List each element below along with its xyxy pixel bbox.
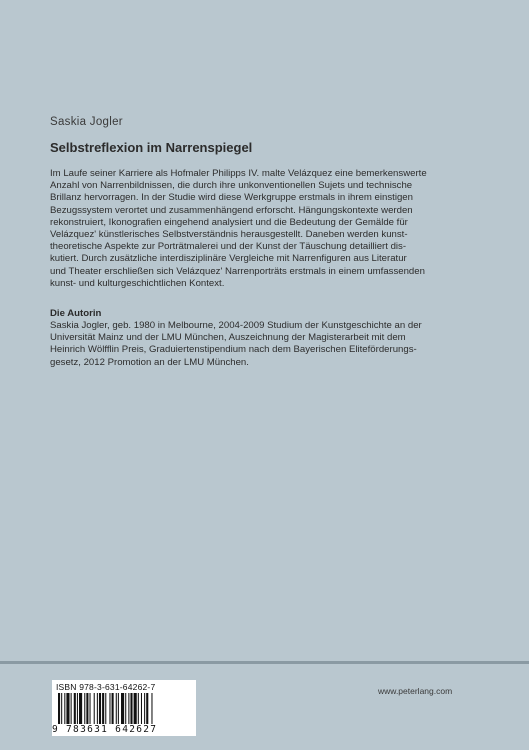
bio-line: Universität Mainz und der LMU München, Auszeichnung der Magisterarbeit mit dem: [50, 332, 406, 344]
blurb-line: Brillanz hervorragen. In der Studie wird diese Werkgruppe erstmals in ihrem einstigen: [50, 192, 413, 204]
bio-line: Saskia Jogler, geb. 1980 in Melbourne, 2004-2009 Studium der Kunstgeschichte an der: [50, 320, 422, 331]
publisher-website: www.peterlang.com: [378, 686, 453, 696]
blurb-text: [50, 168, 482, 290]
isbn-number: ISBN 978-3-631-64262-7: [56, 682, 156, 692]
blurb-line: kutiert. Durch zusätzliche interdisziplinäre Vergleiche mit Narrenfiguren aus Literatur: [50, 253, 407, 265]
author-bio-text: [50, 320, 482, 369]
author-name: Saskia Jogler: [50, 116, 123, 128]
blurb-line: Velázquez' künstlerisches Selbstverständnis herausgestellt. Daneben werden kunst-: [50, 229, 408, 241]
blurb-line: kunst- und kulturgeschichtlichen Kontext.: [50, 277, 225, 289]
barcode-digits: 9 783631 642627: [52, 724, 158, 735]
isbn-barcode-box: [52, 680, 196, 736]
bio-line: gesetz, 2012 Promotion an der LMU München.: [50, 356, 249, 368]
blurb-line: rekonstruiert, Ikonografien eingehend analysiert und die Bedeutung der Gemälde für: [50, 216, 408, 228]
author-bio-heading: Die Autorin: [50, 308, 102, 319]
blurb-line: Anzahl von Narrenbildnissen, die durch ihre unkonventionellen Sujets und technische: [50, 180, 413, 192]
blurb-line: Bezugssystem verortet und zusammenhängend erforscht. Hängungskontexte werden: [50, 204, 413, 216]
barcode-icon: [56, 693, 192, 724]
bio-line: Heinrich Wölfflin Preis, Graduiertenstipendium nach dem Bayerischen Eliteförderungs-: [50, 344, 417, 356]
blurb-line: und Theater erschließen sich Velázquez' Narrenporträts erstmals in einem umfassenden: [50, 265, 425, 277]
blurb-line: Im Laufe seiner Karriere als Hofmaler Philipps IV. malte Velázquez eine bemerkenswerte: [50, 168, 427, 179]
footer-divider: [0, 661, 529, 664]
blurb-line: theoretische Aspekte zur Porträtmalerei und der Kunst der Täuschung detailliert dis-: [50, 241, 407, 253]
book-title: Selbstreflexion im Narrenspiegel: [50, 140, 253, 155]
